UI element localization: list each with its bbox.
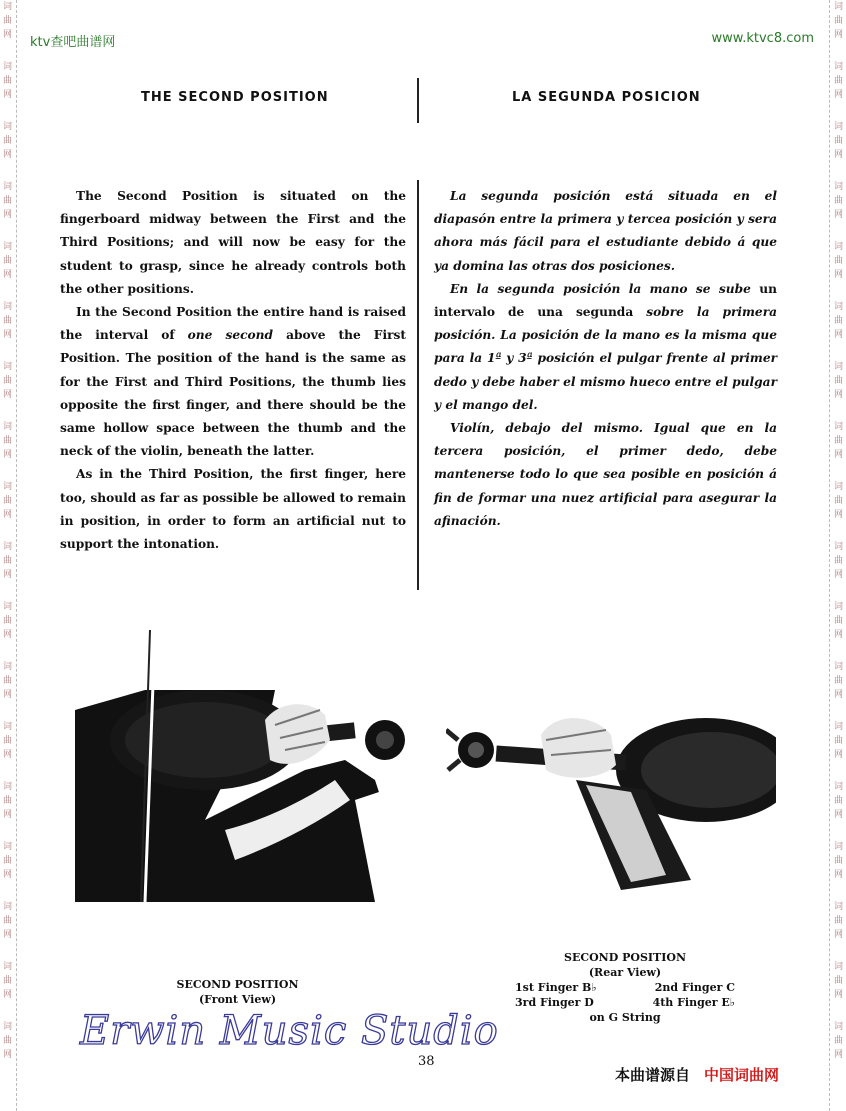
side-watermark-glyphs: 词 曲 网 bbox=[833, 122, 843, 160]
site-watermark-left[interactable]: ktv查吧曲谱网 bbox=[30, 35, 116, 50]
side-watermark-glyphs: 词 曲 网 bbox=[833, 302, 843, 340]
rear-caption-fingers-row-2 bbox=[515, 995, 735, 1010]
side-watermark-glyphs: 词 曲 网 bbox=[833, 542, 843, 580]
column-divider bbox=[417, 180, 419, 590]
english-heading: THE SECOND POSITION bbox=[141, 90, 329, 105]
rear-caption-title: SECOND POSITION bbox=[564, 951, 686, 964]
side-watermark-glyphs: 词 曲 网 bbox=[3, 902, 13, 940]
side-watermark-glyphs: 词 曲 网 bbox=[833, 662, 843, 700]
rear-view-caption bbox=[515, 950, 735, 1025]
spanish-heading: LA SEGUNDA POSICION bbox=[512, 90, 701, 105]
english-text-column bbox=[60, 185, 406, 556]
column-divider-top bbox=[417, 78, 419, 123]
english-paragraph-1: The Second Position is situated on the fingerboard midway between the First and the Third Positions; and will now be easy for the student to grasp, since he already controls both the other positions. bbox=[60, 189, 406, 296]
side-watermark-glyphs: 词 曲 网 bbox=[3, 242, 13, 280]
finger-4-label: 4th Finger E♭ bbox=[652, 996, 735, 1009]
side-watermark-glyphs: 词 曲 网 bbox=[3, 422, 13, 460]
front-caption-subtitle: (Front View) bbox=[198, 993, 277, 1006]
side-watermark-glyphs: 词 曲 网 bbox=[833, 962, 843, 1000]
side-watermark-glyphs: 词 曲 网 bbox=[833, 722, 843, 760]
side-watermark-glyphs: 词 曲 网 bbox=[833, 782, 843, 820]
side-watermark-glyphs: 词 曲 网 bbox=[3, 122, 13, 160]
side-watermark-glyphs: 词 曲 网 bbox=[3, 1022, 13, 1060]
side-watermark-glyphs: 词 曲 网 bbox=[833, 182, 843, 220]
side-watermark-glyphs: 词 曲 网 bbox=[3, 842, 13, 880]
left-watermark-column bbox=[3, 0, 12, 1080]
english-paragraph-2: In the Second Position the entire hand is raised the interval of one second above the First Position. The position of the hand is the same as for the First and Third Positions, the thumb lies opposite the first finger, and there should be the same hollow space between the thumb and the neck of the violin, beneath the latter. bbox=[60, 305, 406, 459]
side-watermark-glyphs: 词 曲 网 bbox=[833, 422, 843, 460]
side-watermark-glyphs: 词 曲 网 bbox=[833, 602, 843, 640]
side-watermark-glyphs: 词 曲 网 bbox=[3, 362, 13, 400]
side-watermark-glyphs: 词 曲 网 bbox=[833, 242, 843, 280]
finger-1-label: 1st Finger B♭ bbox=[515, 981, 597, 994]
side-watermark-glyphs: 词 曲 网 bbox=[833, 842, 843, 880]
string-label: on G String bbox=[589, 1011, 661, 1024]
rear-caption-fingers-row-1 bbox=[515, 980, 735, 995]
side-watermark-glyphs: 词 曲 网 bbox=[3, 662, 13, 700]
side-watermark-glyphs: 词 曲 网 bbox=[833, 1022, 843, 1060]
finger-3-label: 3rd Finger D bbox=[515, 996, 594, 1009]
side-watermark-glyphs: 词 曲 网 bbox=[833, 902, 843, 940]
site-watermark-right[interactable]: www.ktvc8.com bbox=[711, 31, 814, 46]
violin-front-view-photo bbox=[75, 630, 415, 902]
spanish-text-column bbox=[434, 185, 777, 533]
side-watermark-glyphs: 词 曲 网 bbox=[3, 182, 13, 220]
side-watermark-glyphs: 词 曲 网 bbox=[833, 362, 843, 400]
side-watermark-glyphs: 词 曲 网 bbox=[3, 542, 13, 580]
finger-2-label: 2nd Finger C bbox=[654, 981, 735, 994]
source-credit bbox=[615, 1064, 779, 1085]
front-caption-title: SECOND POSITION bbox=[176, 978, 299, 991]
source-site[interactable]: 中国词曲网 bbox=[704, 1066, 780, 1084]
spanish-paragraph-3: Violín, debajo del mismo. Igual que en la tercera posición, el primer dedo, debe mantenerse todo lo que sea posible en posición á fin de formar una nuez artificial para asegurar la afinación. bbox=[434, 421, 777, 528]
spanish-paragraph-2: En la segunda posición la mano se sube un intervalo de una segunda sobre la primera posición. La posición de la mano es la misma que para la 1ª y 3ª posición el pulgar frente al primer dedo y debe haber el mismo hueco entre el pulgar y el mango del. bbox=[434, 281, 778, 412]
side-watermark-glyphs: 词 曲 网 bbox=[3, 482, 13, 520]
studio-logo: Erwin Music Studio bbox=[80, 1008, 499, 1054]
right-watermark-column bbox=[834, 0, 843, 1080]
side-watermark-glyphs: 词 曲 网 bbox=[3, 602, 13, 640]
side-watermark-glyphs: 词 曲 网 bbox=[3, 62, 13, 100]
side-watermark-glyphs: 词 曲 网 bbox=[3, 962, 13, 1000]
side-watermark-glyphs: 词 曲 网 bbox=[3, 722, 13, 760]
side-watermark-glyphs: 词 曲 网 bbox=[833, 2, 843, 40]
side-watermark-glyphs: 词 曲 网 bbox=[833, 62, 843, 100]
side-watermark-glyphs: 词 曲 网 bbox=[3, 2, 13, 40]
violin-rear-view-photo bbox=[446, 710, 776, 890]
source-label: 本曲谱源自 bbox=[615, 1066, 691, 1084]
english-paragraph-3: As in the Third Position, the first finger, here too, should as far as possible be allowed to remain in position, in order to form an artificial nut to support the intonation. bbox=[60, 467, 406, 552]
side-watermark-glyphs: 词 曲 网 bbox=[3, 302, 13, 340]
page-number: 38 bbox=[418, 1054, 435, 1069]
side-watermark-glyphs: 词 曲 网 bbox=[3, 782, 13, 820]
rear-caption-subtitle: (Rear View) bbox=[588, 966, 662, 979]
side-watermark-glyphs: 词 曲 网 bbox=[833, 482, 843, 520]
spanish-paragraph-1: La segunda posición está situada en el diapasón entre la primera y tercea posición y sera ahora más fácil para el estudiante debido á que ya domina las otras dos posiciones. bbox=[434, 189, 777, 273]
front-view-caption bbox=[160, 977, 315, 1007]
